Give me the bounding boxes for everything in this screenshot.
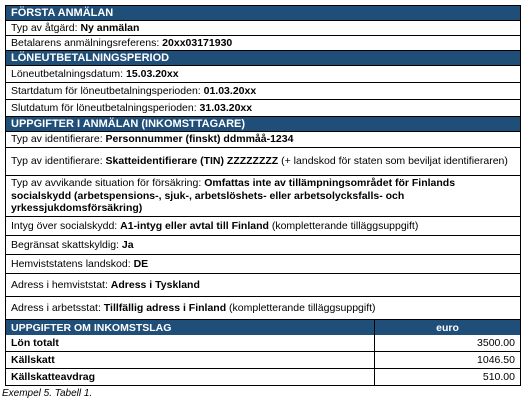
- row-value: Tillfällig adress i Finland: [103, 301, 227, 314]
- row-value: Personnummer (finskt) ddmmåå-1234: [105, 133, 294, 146]
- row-label: Hemviststatens landskod:: [11, 257, 134, 270]
- section-header-loneutbetalningsperiod: LÖNEUTBETALNINGSPERIOD: [5, 50, 521, 65]
- row-typ-av-identifierare-2: [5, 147, 521, 175]
- row-value: Ja: [121, 238, 134, 251]
- row-label: Typ av åtgärd:: [11, 21, 81, 34]
- row-value: Skatteidentifierare (TIN) ZZZZZZZZ: [105, 155, 279, 168]
- section-header-uppgifter-i-anmalan: UPPGIFTER I ANMÄLAN (INKOMSTTAGARE): [5, 116, 521, 131]
- table-caption: Exempel 5. Tabell 1.: [2, 388, 93, 399]
- row-note: (kompletterande tilläggsuppgift): [226, 301, 376, 314]
- income-row-label: Källskatt: [6, 352, 375, 368]
- row-hemviststatens-landskod: [5, 254, 521, 273]
- row-slutdatum: [5, 99, 521, 116]
- income-row-label: Lön totalt: [6, 335, 375, 351]
- row-loneutbetalningsdatum: [5, 65, 521, 82]
- row-label: Löneutbetalningsdatum:: [11, 67, 127, 80]
- row-value: 31.03.20xx: [199, 101, 253, 114]
- income-row-amount: 510.00: [482, 371, 515, 383]
- income-row-lon-totalt: [6, 335, 520, 352]
- row-label: Intyg över socialskydd:: [11, 219, 121, 232]
- row-label: Adress i hemviststat:: [11, 278, 111, 291]
- row-label: Begränsat skattskyldig:: [11, 238, 122, 251]
- row-label: Startdatum för löneutbetalningsperioden:: [11, 84, 204, 97]
- row-note: (kompletterande tilläggsuppgift): [268, 219, 419, 232]
- income-row-kallskatteavdrag: [6, 369, 520, 386]
- row-value: 20xx03171930: [162, 36, 233, 49]
- row-adress-arbetsstat: [5, 296, 521, 319]
- row-adress-hemviststat: [5, 273, 521, 296]
- row-label: Betalarens anmälningsreferens:: [11, 36, 163, 49]
- row-typ-av-identifierare-1: [5, 131, 521, 147]
- income-table: [5, 319, 521, 386]
- row-value: Omfattas inte av tillämpningsområdet för Finlands socialskydd (arbetspensions-, sjuk-, arbetslöshets- eller arbetsolycksfalls- och yrkessjukdomsförsäkring): [11, 177, 456, 215]
- row-startdatum: [5, 82, 521, 99]
- row-typ-av-atgard: [5, 20, 521, 35]
- income-table-header: [6, 320, 520, 335]
- row-label: Slutdatum för löneutbetalningsperioden:: [11, 101, 200, 114]
- row-label: Typ av avvikande situation för försäkring:: [11, 177, 205, 190]
- income-header-label: UPPGIFTER OM INKOMSTSLAG: [6, 320, 375, 335]
- row-label: Adress i arbetsstat:: [11, 301, 104, 314]
- income-row-label: Källskatteavdrag: [6, 369, 375, 385]
- row-begransat-skattskyldig: [5, 235, 521, 254]
- income-row-amount: 1046.50: [477, 354, 515, 366]
- section-header-forsta-anmalan: FÖRSTA ANMÄLAN: [5, 5, 521, 20]
- row-value: Ny anmälan: [80, 21, 140, 34]
- row-note: (+ landskod för staten som beviljat identifieraren): [278, 155, 508, 168]
- row-label: Typ av identifierare:: [11, 133, 106, 146]
- row-value: Adress i Tyskland: [110, 278, 200, 291]
- row-betalarens-referens: [5, 35, 521, 50]
- row-value: 15.03.20xx: [126, 67, 179, 80]
- row-value: A1-intyg eller avtal till Finland: [120, 219, 269, 232]
- row-intyg-socialskydd: [5, 216, 521, 235]
- row-value: DE: [133, 257, 149, 270]
- income-row-kallskatt: [6, 352, 520, 369]
- document-table: [2, 5, 521, 399]
- income-header-currency: euro: [436, 321, 459, 334]
- row-avvikande-situation: [5, 175, 521, 216]
- row-label: Typ av identifierare:: [11, 155, 106, 168]
- row-value: 01.03.20xx: [203, 84, 257, 97]
- income-row-amount: 3500.00: [477, 337, 515, 349]
